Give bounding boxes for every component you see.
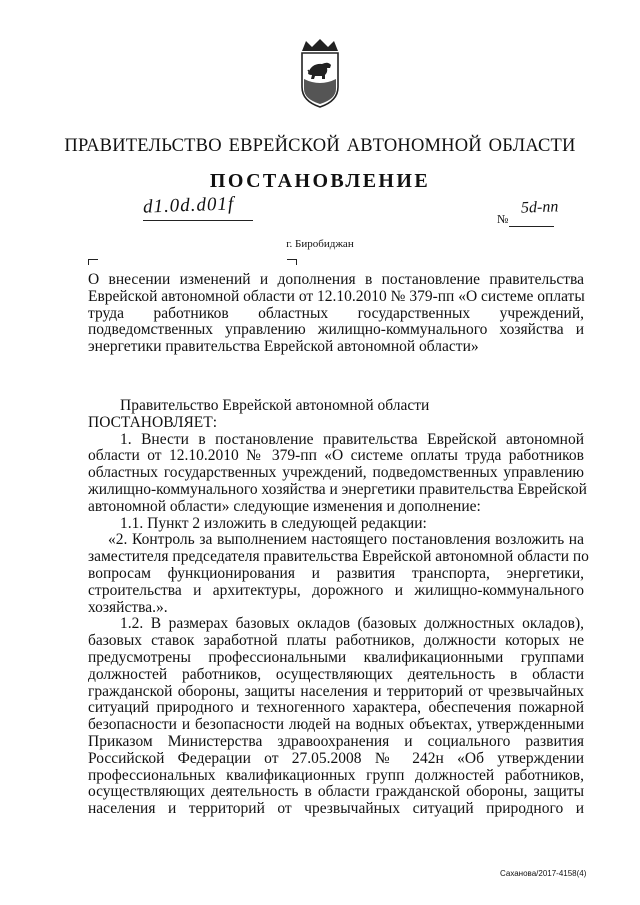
body-line: жилищно-коммунального хозяйства и энергетики правительства Еврейской [88,480,587,498]
body-line: области от 12.10.2010 № 379-пп «О системе оплаты труда работников [88,447,584,465]
document-body [88,397,589,818]
body-line: ситуаций природного и техногенного характера, обеспечения пожарной [88,699,584,717]
body-line: вопросам функционирования и развития транспорта, энергетики, [88,564,584,582]
body-line: 1.1. Пункт 2 изложить в следующей редакции: [120,514,427,532]
title-line: О внесении изменений и дополнения в постановление правительства [88,271,584,288]
document-type-title: ПОСТАНОВЛЕНИЕ [209,170,431,192]
date-underline [143,220,253,221]
handwritten-date: d1.0d.d01f [142,193,235,218]
body-line: базовых ставок заработной платы работников, должности которых не [88,632,584,650]
body-line: осуществляющих деятельность в области гражданской обороны, защиты [88,783,584,801]
body-line: предусмотрены профессиональными квалификационными группами [88,648,584,666]
title-line: Еврейской автономной области от 12.10.2010 № 379-пп «О системе оплаты [88,287,585,305]
body-line: должностей работников, осуществляющих деятельность в области [88,665,584,683]
body-line: заместителя председателя правительства Еврейской автономной области по [88,548,589,566]
body-line: хозяйства.». [88,598,168,616]
body-line: 1.2. В размерах базовых окладов (базовых должностных окладов), [120,615,584,633]
title-bracket-left [88,259,98,265]
body-line: профессиональных квалификационных групп должностей работников, [88,766,584,784]
intro-line: Правительство Еврейской автономной области [120,397,430,414]
number-underline [509,226,554,227]
body-line: областных государственных учреждений, подведомственных управлению [88,464,584,482]
government-name: ПРАВИТЕЛЬСТВО ЕВРЕЙСКОЙ АВТОНОМНОЙ ОБЛАСТИ [64,136,576,156]
footer-code: Саханова/2017-4158(4) [500,869,587,878]
number-label: № [497,212,509,226]
body-line: строительства и архитектуры, дорожного и жилищно-коммунального [88,581,584,599]
title-line: труда работников областных государственных учреждений, [88,304,584,322]
coat-of-arms-emblem [298,37,342,109]
body-line: автономной области» следующие изменения и дополнение: [88,497,481,515]
body-line: гражданской обороны, защиты населения и территорий от чрезвычайных [88,682,584,700]
document-title [88,272,584,356]
title-line: подведомственных управлению жилищно-коммунального хозяйства и [88,321,584,339]
city-name: г. Биробиджан [286,238,354,250]
handwritten-number: 5d-пп [520,198,559,217]
body-line: Приказом Министерства здравоохранения и социального развития [88,732,584,750]
body-line: 1. Внести в постановление правительства Еврейской автономной [120,430,584,448]
body-line: населения и территорий от чрезвычайных ситуаций природного и [88,800,584,818]
decree-word: ПОСТАНОВЛЯЕТ: [88,413,218,431]
body-line: «2. Контроль за выполнением настоящего постановления возложить на [108,531,584,549]
body-line: Российской Федерации от 27.05.2008 № 242н «Об утверждении [88,749,584,767]
title-line: энергетики правительства Еврейской автономной области» [88,338,479,356]
body-line: безопасности и безопасности людей на водных объектах, утвержденными [88,716,584,734]
title-bracket-right [287,259,297,265]
